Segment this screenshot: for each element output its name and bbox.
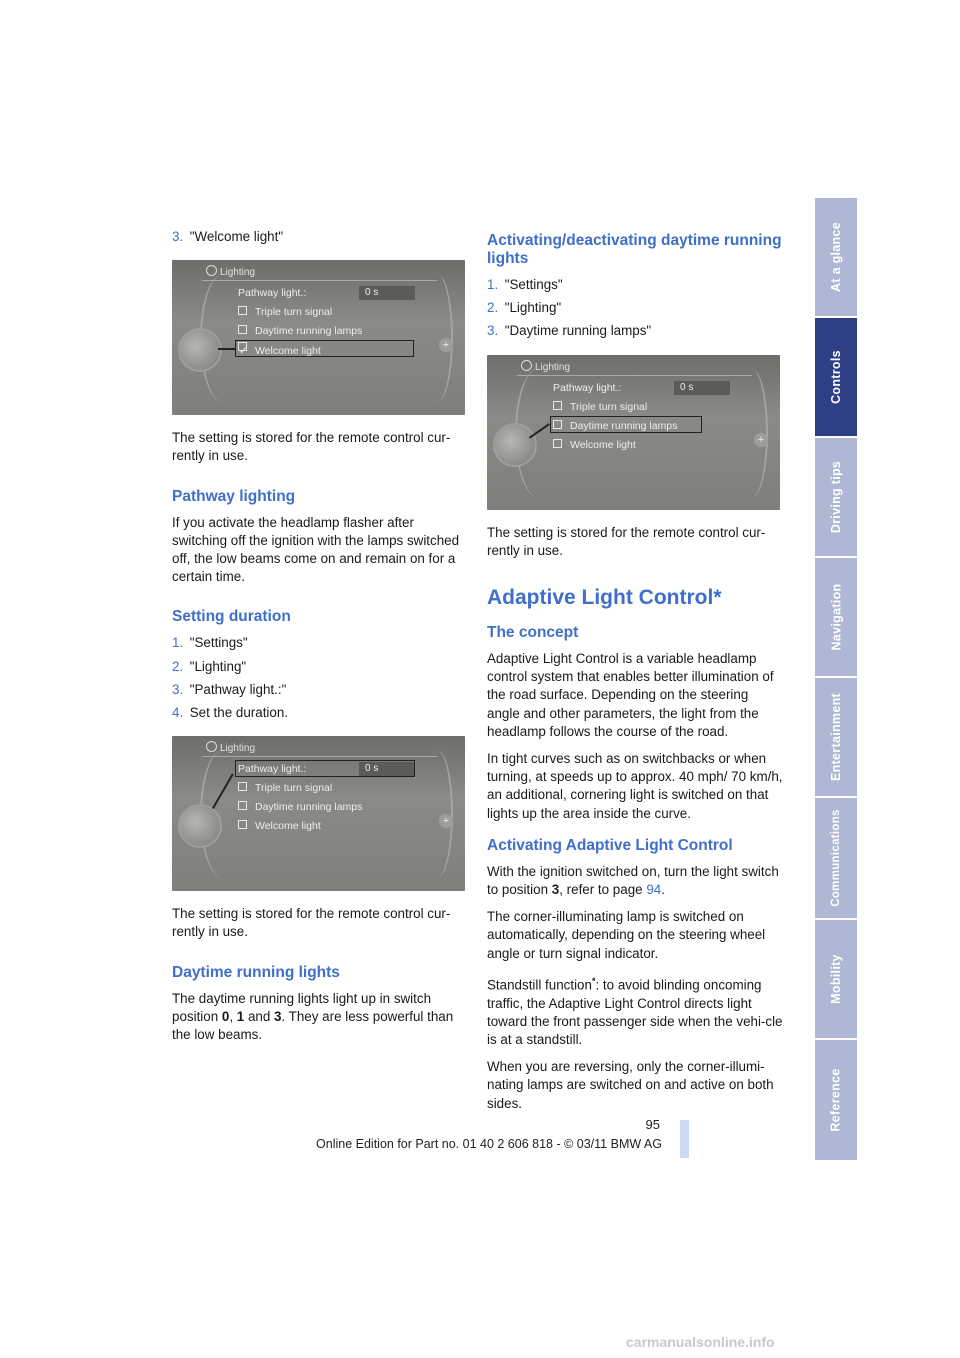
activate-daytime-heading: Activating/deactivating daytime running lights <box>487 232 782 267</box>
chapter-sidebar <box>815 198 857 1160</box>
list-item: 1. "Settings" <box>487 277 563 292</box>
selection-frame <box>235 340 414 357</box>
tab-controls[interactable]: Controls <box>815 318 857 436</box>
lighting-screenshot-daytime <box>487 355 780 510</box>
step-text: "Welcome light" <box>189 229 284 244</box>
duration-value: 0 s <box>359 286 415 300</box>
activating-alc-heading: Activating Adaptive Light Control <box>487 836 733 854</box>
stored-note: The setting is stored for the remote control cur-rently in use. <box>487 524 766 558</box>
activate-step-list <box>487 276 783 341</box>
watermark: carmanualsonline.info <box>626 1334 775 1350</box>
stored-note: The setting is stored for the remote control cur-rently in use. <box>172 430 451 464</box>
screen-row: Pathway light.: <box>238 763 307 776</box>
list-item: 3. "Daytime running lamps" <box>487 323 652 339</box>
duration-heading: Setting duration <box>172 608 291 626</box>
gear-icon <box>521 360 532 371</box>
tab-mobility[interactable]: Mobility <box>815 920 857 1038</box>
screen-row: Triple turn signal <box>238 780 332 796</box>
screen-row: Welcome light <box>553 437 636 453</box>
list-item: 2. "Lighting" <box>172 658 247 674</box>
checkbox-icon <box>553 401 562 410</box>
left-column <box>172 228 468 1053</box>
screen-header: Lighting <box>206 741 255 754</box>
footer-text: Online Edition for Part no. 01 40 2 606 818 - © 03/11 BMW AG <box>316 1137 662 1151</box>
step-number: 3. <box>172 229 184 244</box>
list-item: 3. "Pathway light.:" <box>172 681 287 697</box>
lighting-screenshot-pathway <box>172 736 465 891</box>
checkbox-icon <box>238 820 247 829</box>
stored-note: The setting is stored for the remote control cur-rently in use. <box>172 906 451 940</box>
checkbox-icon <box>238 801 247 810</box>
checkbox-icon <box>553 439 562 448</box>
page-number: 95 <box>645 1117 660 1132</box>
activating-text: The corner-illuminating lamp is switched on automatically, depending on the steering wheel angle or turn signal indicator. <box>487 909 766 961</box>
screen-row: Triple turn signal <box>553 399 647 415</box>
checkbox-icon <box>238 306 247 315</box>
duration-step-list <box>172 634 468 722</box>
plus-icon: + <box>439 814 453 828</box>
tab-at-a-glance[interactable]: At a glance <box>815 198 857 316</box>
lighting-screenshot-welcome <box>172 260 465 415</box>
screen-row: Daytime running lamps <box>238 323 362 339</box>
list-item: 4. Set the duration. <box>172 705 288 721</box>
screen-header: Lighting <box>521 360 570 373</box>
duration-value: 0 s <box>359 762 415 776</box>
screen-row: ✓ Welcome light <box>238 342 321 358</box>
list-item: 1. "Settings" <box>172 635 248 651</box>
asterisk-icon: * <box>591 975 596 986</box>
concept-heading: The concept <box>487 624 579 642</box>
screen-row: Pathway light.: <box>238 287 307 300</box>
pathway-text: If you activate the headlamp flasher after switching off the ignition with the lamps switched off, the low beams come on and remain on for a certain time. <box>172 514 460 585</box>
duration-value: 0 s <box>674 381 730 395</box>
plus-icon: + <box>754 433 768 447</box>
screen-row: Welcome light <box>238 818 321 834</box>
footer-bar <box>680 1120 689 1158</box>
screen-row: Triple turn signal <box>238 304 332 320</box>
plus-icon: + <box>439 338 453 352</box>
screen-row: Daytime running lamps <box>238 799 362 815</box>
list-item <box>172 228 468 246</box>
concept-text: Adaptive Light Control is a variable headlamp control system that enables better illumination of the road surface. Depending on the steering angle and other parameters, the light from the headlamp follows the course of the road. <box>487 651 774 739</box>
tab-entertainment[interactable]: Entertainment <box>815 678 857 796</box>
concept-text: In tight curves such as on switchbacks or when turning, at speeds up to approx. 40 mph/ 70 km/h, an additional, cornering light is switched on that lights up the area inside the curve. <box>487 751 783 821</box>
tab-communications[interactable]: Communications <box>815 798 857 918</box>
screen-header: Lighting <box>206 265 255 278</box>
pathway-heading: Pathway lighting <box>172 487 296 505</box>
selection-frame <box>550 416 702 433</box>
controller-knob-icon <box>178 804 222 848</box>
welcome-step-list <box>172 228 468 246</box>
controller-knob-icon <box>493 423 537 467</box>
selection-frame <box>235 760 415 777</box>
reversing-text: When you are reversing, only the corner-illumi-nating lamps are switched on and active on both sides. <box>487 1059 774 1111</box>
gear-icon <box>206 265 217 276</box>
gear-icon <box>206 741 217 752</box>
tab-driving-tips[interactable]: Driving tips <box>815 438 857 556</box>
screen-row: Pathway light.: <box>553 381 622 394</box>
alc-heading: Adaptive Light Control* <box>487 586 722 610</box>
screen-row: Daytime running lamps <box>553 418 677 434</box>
standstill-text: Standstill function*: to avoid blinding oncoming traffic, the Adaptive Light Control directs light toward the front passenger side when the vehi-cle is at a standstill. <box>487 975 783 1047</box>
tab-navigation[interactable]: Navigation <box>815 558 857 676</box>
checkbox-icon <box>238 782 247 791</box>
tab-reference[interactable]: Reference <box>815 1040 857 1160</box>
checkbox-checked-icon: ✓ <box>238 342 247 351</box>
controller-knob-icon <box>178 328 222 372</box>
page-link[interactable]: 94 <box>646 882 662 898</box>
pointer-line <box>218 348 236 350</box>
daytime-text: The daytime running lights light up in switch position 0, 1 and 3. They are less powerful than the low beams. <box>172 990 454 1043</box>
right-column <box>487 228 783 1122</box>
activating-text: With the ignition switched on, turn the light switch to position 3, refer to page 94. <box>487 863 779 898</box>
daytime-heading: Daytime running lights <box>172 963 340 981</box>
list-item: 2. "Lighting" <box>487 300 562 316</box>
checkbox-icon <box>238 325 247 334</box>
